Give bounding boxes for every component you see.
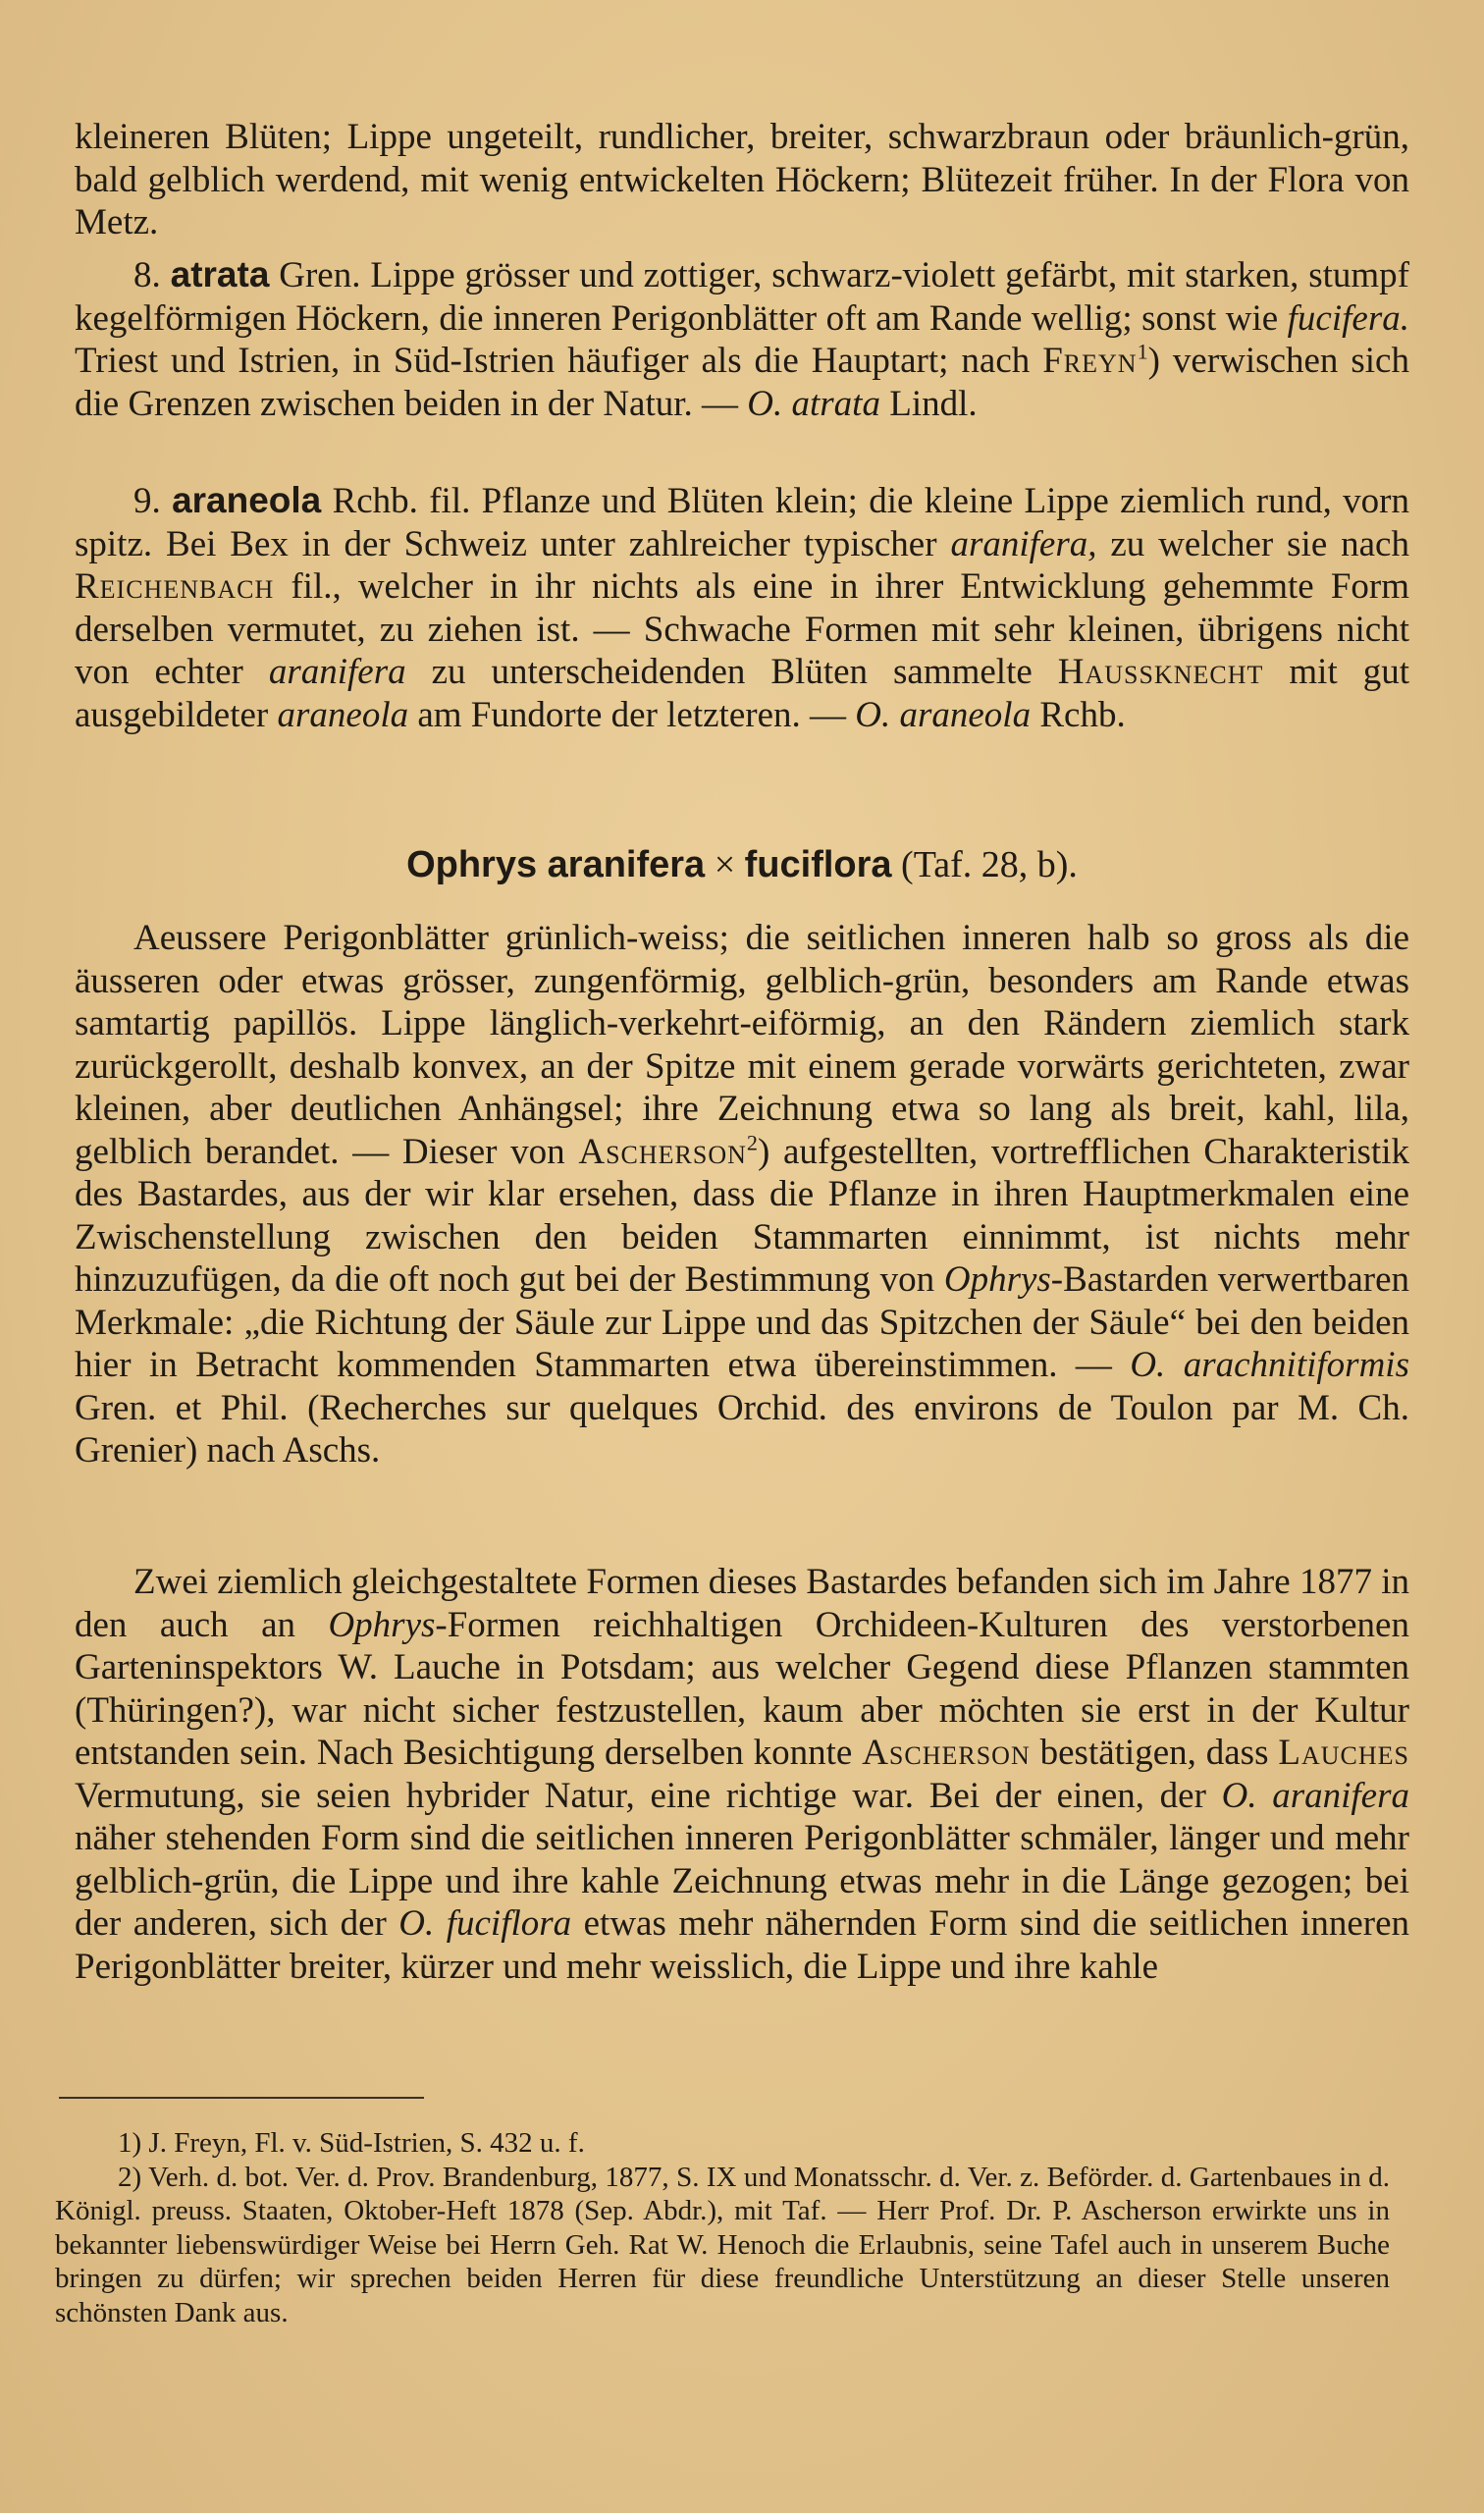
- taxon-italic: O. aranifera: [1221, 1775, 1410, 1816]
- heading-name-2: fuciflora: [744, 844, 892, 885]
- paragraph-text: ) aufgestellten, vortrefflichen Charakteristik des Bastardes, aus der wir klar ersehen, dass die Pflanze in ihren Hauptmerkmalen eine Zwischenstellung zwischen den beiden Stammarten einnimmt, ist nichts mehr hinzuzufügen, da die oft noch gut bei der Bestimmung von: [75, 1131, 1409, 1300]
- variety-text: Triest und Istrien, in Süd-Istrien häufiger als die Hauptart; nach: [75, 341, 1043, 381]
- variety-text: am Fundorte der letzteren. —: [408, 694, 856, 735]
- paragraph-text: etwas mehr nähernden Form sind die seitlichen inneren Perigonblätter breiter, kürzer und mehr weisslich, die Lippe und ihre kahle: [75, 1903, 1409, 1987]
- variety-text: zu welcher sie nach: [1096, 523, 1409, 564]
- author-name: Haussknecht: [1057, 652, 1264, 692]
- taxon-italic: fucifera.: [1287, 297, 1409, 339]
- taxon-italic: aranifera,: [950, 523, 1097, 564]
- paragraph-2-block: [75, 1561, 1409, 1988]
- paragraph-text: -Formen reichhaltigen Orchideen-Kulturen des verstorbenen Garteninspektors W. Lauche in Potsdam; aus welcher Gegend diese Pflanzen stammten (Thüringen?), war nicht sicher festzustellen, kaum aber möchten sie erst in der Kultur entstanden sein. Nach Besichtigung derselben konnte: [75, 1604, 1409, 1773]
- author-name: Ascherson: [578, 1131, 747, 1172]
- variety-text: Gren. Lippe grösser und zottiger, schwarz-violett gefärbt, mit starken, stumpf kegelförmigen Höckern, die inneren Perigonblätter oft am Rande wellig; sonst wie: [75, 255, 1409, 339]
- variety-name: atrata: [170, 254, 270, 294]
- paragraph-text: Aeussere Perigonblätter grünlich-weiss; die seitlichen inneren halb so gross als die äusseren oder etwas grösser, zungenförmig, gelblich-grün, besonders am Rande etwas samtartig papillös. Lippe länglich-verkehrt-eiförmig, an den Rändern ziemlich stark zurückgerollt, deshalb konvex, an der Spitze mit einem gerade vorwärts gerichteten, zwar kleinen, aber deutlichen Anhängsel; ihre Zeichnung etwa so lang als breit, kahl, lila, gelblich berandet. — Dieser von: [75, 918, 1409, 1172]
- paragraph-1: [75, 917, 1409, 1472]
- paragraph-text: näher stehenden Form sind die seitlichen inneren Perigonblätter schmäler, länger und mehr gelblich-grün, die Lippe und ihre kahle Zeichnung etwas mehr in die Länge gezogen; bei der anderen, sich der: [75, 1818, 1409, 1944]
- variety-text: zu unterscheidenden Blüten sammelte: [405, 652, 1058, 692]
- paragraph-2: [75, 1561, 1409, 1988]
- footnote-marker: 2): [118, 2161, 142, 2193]
- variety-9-paragraph: [75, 479, 1409, 736]
- paragraph-text: -Bastarden verwertbaren Merkmale: „die Richtung der Säule zur Lippe und das Spitzchen der Säule“ bei den beiden hier in Betracht kommenden Stammarten etwa übereinstimmen. —: [75, 1259, 1409, 1385]
- variety-number: 9.: [133, 481, 161, 521]
- taxon-italic: Ophrys: [328, 1604, 436, 1645]
- paragraph-text: Vermutung, sie seien hybrider Natur, eine richtige war. Bei der einen, der: [75, 1775, 1222, 1816]
- taxon-italic: aranifera: [268, 652, 406, 692]
- paragraph-text: bestätigen, dass: [1030, 1733, 1279, 1773]
- variety-text: Rchb. fil. Pflanze und Blüten klein; die kleine Lippe ziemlich rund, vorn spitz. Bei Bex in der Schweiz unter zahlreicher typischer: [75, 481, 1409, 564]
- top-paragraph: [75, 116, 1409, 244]
- taxon-italic: O. fuciflora: [398, 1903, 572, 1944]
- variety-name: araneola: [172, 480, 322, 520]
- author-name: Reichenbach: [75, 566, 275, 607]
- author-name: Lauches: [1278, 1733, 1409, 1773]
- paragraph-text: Zwei ziemlich gleichgestaltete Formen dieses Bastardes befanden sich im Jahre 1877 in den auch an: [75, 1562, 1409, 1645]
- top-paragraph-text: kleineren Blüten; Lippe ungeteilt, rundlicher, breiter, schwarzbraun oder bräunlich-grün, bald gelblich werdend, mit wenig entwickelten Höckern; Blütezeit früher. In der Flora von Metz.: [75, 117, 1409, 242]
- footnote-marker: 1): [118, 2127, 142, 2159]
- taxon-italic: O. araneola: [855, 694, 1032, 735]
- variety-8-paragraph: [75, 253, 1409, 425]
- variety-text: Lindl.: [879, 383, 978, 424]
- taxon-italic: Ophrys: [943, 1259, 1051, 1300]
- plate-reference: (Taf. 28, b).: [891, 844, 1078, 885]
- variety-text: Rchb.: [1031, 694, 1126, 735]
- footnote-2: [55, 2161, 1390, 2330]
- author-name: Freyn: [1042, 341, 1138, 381]
- footnote-text: Verh. d. bot. Ver. d. Prov. Brandenburg, 1877, S. IX und Monatsschr. d. Ver. z. Beförder. d. Gartenbaues in d. Königl. preuss. Staaten, Oktober-Heft 1878 (Sep. Abdr.), mit Taf. — Herr Prof. Dr. P. Ascherson erwirkte uns in bekannter liebenswürdiger Weise bei Herrn Geh. Rat W. Henoch die Erlaubnis, seine Tafel auch in unserem Buche bringen zu dürfen; wir sprechen beiden Herren für diese freundliche Unterstützung an dieser Stelle unseren schönsten Dank aus.: [55, 2161, 1390, 2328]
- section-heading: [75, 842, 1409, 887]
- variety-8-block: [75, 253, 1409, 425]
- variety-9-block: [75, 479, 1409, 736]
- footnotes-block: [55, 2126, 1390, 2329]
- heading-name: Ophrys aranifera: [406, 844, 706, 885]
- taxon-italic: araneola: [277, 694, 409, 735]
- footnote-1: [55, 2126, 1390, 2161]
- taxon-italic: O. arachnitiformis: [1130, 1345, 1409, 1385]
- footnote-divider: [59, 2097, 424, 2099]
- taxon-italic: O. atrata: [747, 383, 880, 424]
- variety-text: ) verwischen sich die Grenzen zwischen beiden in der Natur. —: [75, 341, 1409, 424]
- paragraph-text: Gren. et Phil. (Recherches sur quelques Orchid. des environs de Toulon par M. Ch. Grenier) nach Aschs.: [75, 1387, 1409, 1470]
- variety-number: 8.: [133, 255, 161, 295]
- footnote-text: J. Freyn, Fl. v. Süd-Istrien, S. 432 u. f.: [141, 2127, 585, 2159]
- author-name: Ascherson: [862, 1733, 1031, 1773]
- variety-text: mit gut ausgebildeter: [75, 652, 1409, 735]
- paragraph-1-block: [75, 917, 1409, 1472]
- footnote-ref[interactable]: 1: [1137, 339, 1148, 364]
- variety-text: fil., welcher in ihr nichts als eine in ihrer Entwicklung gehemmte Form derselben vermutet, zu ziehen ist. — Schwache Formen mit sehr kleinen, übrigens nicht von echter: [75, 566, 1409, 692]
- footnote-ref[interactable]: 2: [746, 1130, 758, 1155]
- cross-symbol: ×: [705, 844, 745, 885]
